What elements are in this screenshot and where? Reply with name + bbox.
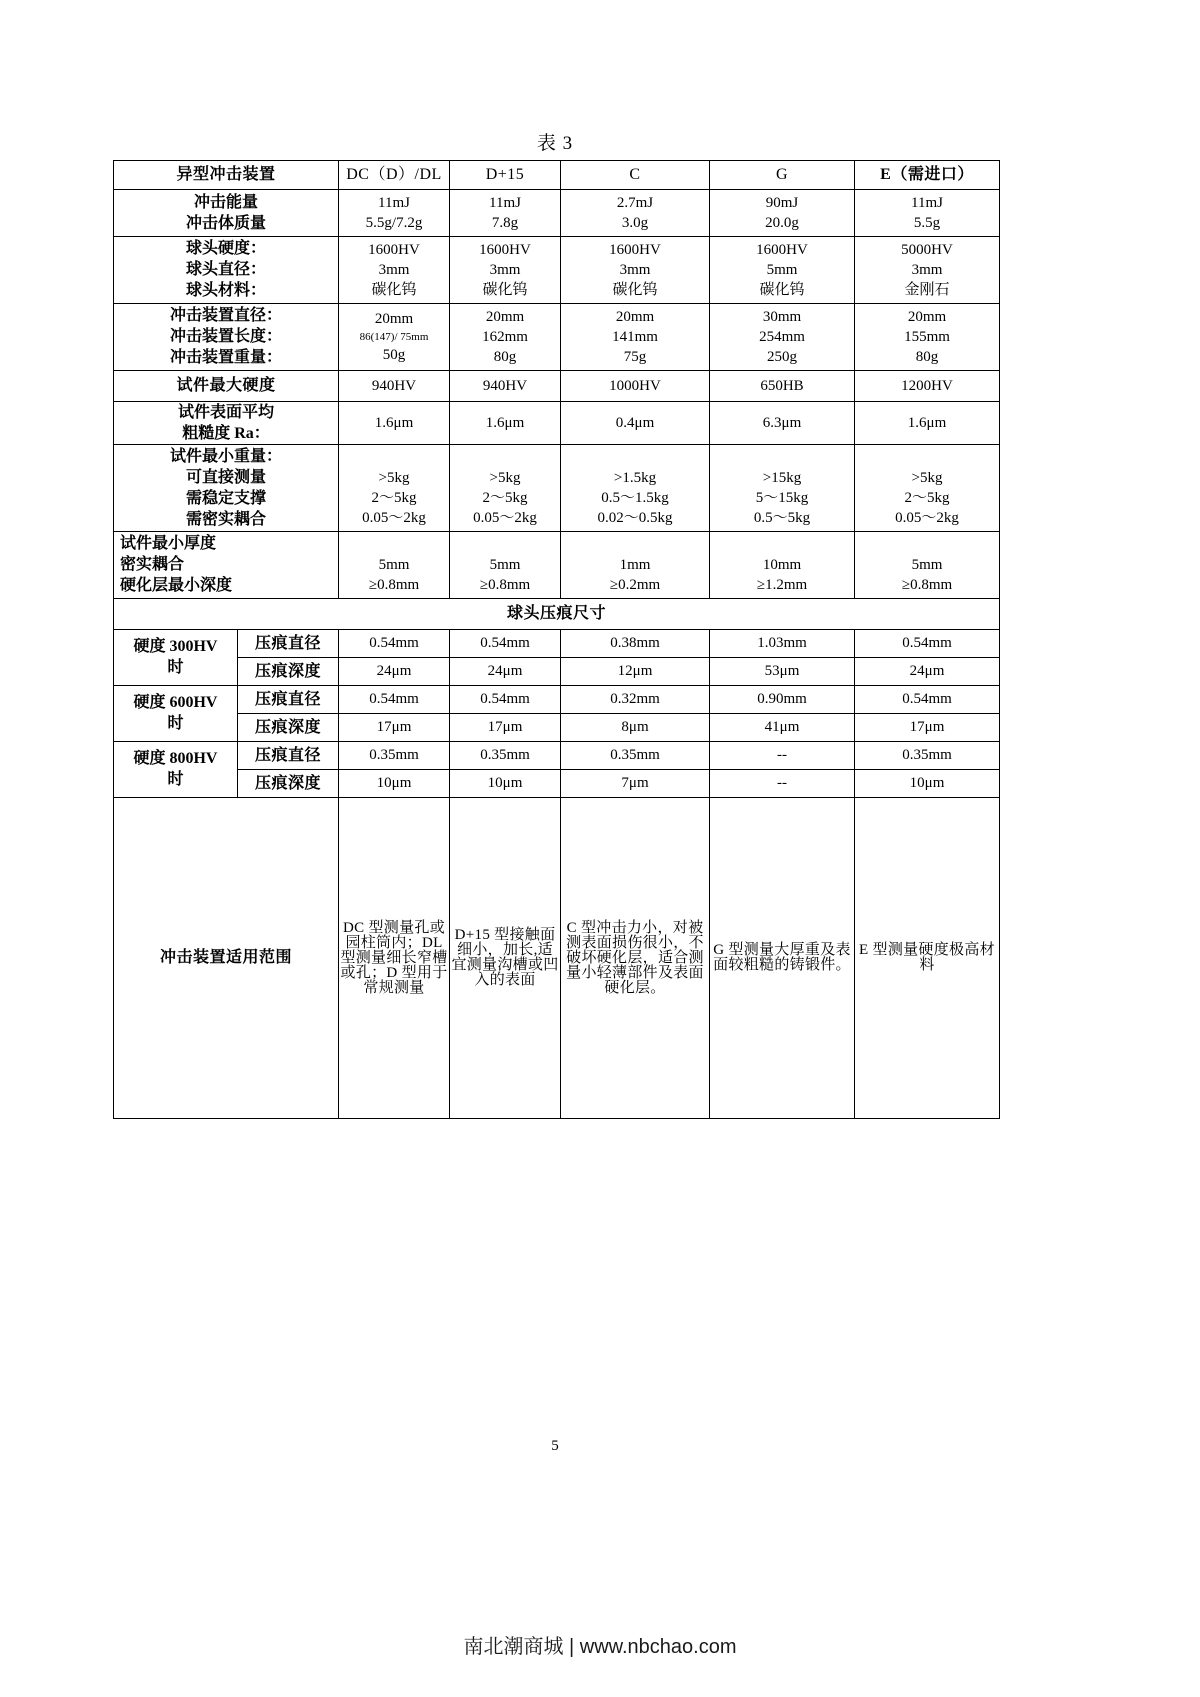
cell-e: 0.35mm <box>855 742 1000 770</box>
row-label-indent-300hv <box>114 630 238 686</box>
label-stack: 冲击装置直径： 冲击装置长度： 冲击装置重量： <box>170 307 283 366</box>
cell-g: 10mm ≥1.2mm <box>710 532 855 599</box>
sub-label-indent-diameter: 压痕直径 <box>238 630 339 658</box>
cell-e: 17μm <box>855 714 1000 742</box>
cell-d15: 20mm 162mm 80g <box>450 304 561 371</box>
table-header-row <box>114 161 1000 190</box>
cell-g: -- <box>710 770 855 798</box>
sub-label-indent-depth: 压痕深度 <box>238 714 339 742</box>
cell-g: >15kg 5～15kg 0.5～5kg <box>710 445 855 532</box>
sub-label-indent-depth: 压痕深度 <box>238 658 339 686</box>
impact-device-spec-table <box>113 160 1000 1119</box>
cell-e: 11mJ 5.5g <box>855 190 1000 237</box>
column-header-g: G <box>710 161 855 190</box>
cell-g: 41μm <box>710 714 855 742</box>
cell-e: 5mm ≥0.8mm <box>855 532 1000 599</box>
column-header-d15: D+15 <box>450 161 561 190</box>
cell-dc: 1.6μm <box>339 402 450 445</box>
cell-d15: 0.54mm <box>450 686 561 714</box>
cell-g: -- <box>710 742 855 770</box>
row-label-ball-head <box>114 237 339 304</box>
table-row-indent-300hv-depth <box>114 658 1000 686</box>
cell-c: 0.32mm <box>561 686 710 714</box>
scope-cell-c: C 型冲击力小，对被测表面损伤很小，不破坏硬化层，适合测量小轻薄部件及表面硬化层。 <box>561 798 710 1119</box>
cell-c: 1000HV <box>561 371 710 402</box>
cell-dc: 24μm <box>339 658 450 686</box>
cell-c: 20mm 141mm 75g <box>561 304 710 371</box>
column-header-c: C <box>561 161 710 190</box>
label-stack: 冲击能量 冲击体质量 <box>186 193 267 232</box>
row-label-min-weight <box>114 445 339 532</box>
table-row-indent-300hv <box>114 630 1000 658</box>
cell-d15: 24μm <box>450 658 561 686</box>
cell-d15: 0.54mm <box>450 630 561 658</box>
cell-e: 1200HV <box>855 371 1000 402</box>
row-label-max-hardness: 试件最大硬度 <box>114 371 339 402</box>
sub-label-indent-diameter: 压痕直径 <box>238 742 339 770</box>
row-label-device-dimensions <box>114 304 339 371</box>
cell-e: 5000HV 3mm 金刚石 <box>855 237 1000 304</box>
cell-e: 10μm <box>855 770 1000 798</box>
cell-g: 1.03mm <box>710 630 855 658</box>
cell-dc: 11mJ 5.5g/7.2g <box>339 190 450 237</box>
cell-g: 650HB <box>710 371 855 402</box>
label-stack: 试件最小重量： 可直接测量 需稳定支撑 需密实耦合 <box>170 447 283 528</box>
table-row-ball-indent-title <box>114 599 1000 630</box>
table-row-max-hardness <box>114 371 1000 402</box>
label-stack: 硬度 800HV 时 <box>133 750 218 788</box>
page-number: 5 <box>551 1438 559 1454</box>
cell-d15: 5mm ≥0.8mm <box>450 532 561 599</box>
label-stack: 试件最小厚度 密实耦合 硬化层最小深度 <box>120 535 233 594</box>
table-row-application-scope <box>114 798 1000 1119</box>
header-row-label: 异型冲击装置 <box>114 161 339 190</box>
label-stack: 试件表面平均 粗糙度 Ra： <box>178 403 275 442</box>
row-label-min-thickness <box>114 532 339 599</box>
cell-g: 6.3μm <box>710 402 855 445</box>
label-stack: 硬度 300HV 时 <box>133 638 218 676</box>
table-caption: 表 3 <box>536 133 574 154</box>
scope-cell-dc: DC 型测量孔或园柱筒内；DL 型测量细长窄槽或孔；D 型用于常规测量 <box>339 798 450 1119</box>
cell-c: 0.38mm <box>561 630 710 658</box>
cell-c: 1600HV 3mm 碳化钨 <box>561 237 710 304</box>
cell-c: 7μm <box>561 770 710 798</box>
cell-c: 0.4μm <box>561 402 710 445</box>
cell-e: 20mm 155mm 80g <box>855 304 1000 371</box>
label-stack: 球头硬度： 球头直径： 球头材料： <box>186 240 267 299</box>
cell-d15: 1600HV 3mm 碳化钨 <box>450 237 561 304</box>
table-row-surface-roughness <box>114 402 1000 445</box>
cell-dc: 0.54mm <box>339 686 450 714</box>
cell-dc: 0.35mm <box>339 742 450 770</box>
table-row-ball-head <box>114 237 1000 304</box>
table-row-impact-energy <box>114 190 1000 237</box>
table-row-indent-800hv-depth <box>114 770 1000 798</box>
cell-g: 90mJ 20.0g <box>710 190 855 237</box>
cell-d15: 1.6μm <box>450 402 561 445</box>
cell-g: 53μm <box>710 658 855 686</box>
scope-cell-d15: D+15 型接触面细小，加长,适宜测量沟槽或凹入的表面 <box>450 798 561 1119</box>
row-label-impact-energy <box>114 190 339 237</box>
cell-dc: 20mm 86(147)/ 75mm 50g <box>339 304 450 371</box>
cell-dc: 1600HV 3mm 碳化钨 <box>339 237 450 304</box>
cell-c: 1mm ≥0.2mm <box>561 532 710 599</box>
row-label-indent-600hv <box>114 686 238 742</box>
cell-d15: 10μm <box>450 770 561 798</box>
cell-d15: 0.35mm <box>450 742 561 770</box>
cell-dc: 10μm <box>339 770 450 798</box>
table-row-min-weight <box>114 445 1000 532</box>
ball-indent-title: 球头压痕尺寸 <box>114 599 1000 630</box>
cell-d15: 17μm <box>450 714 561 742</box>
scope-cell-e: E 型测量硬度极高材料 <box>855 798 1000 1119</box>
row-label-application-scope: 冲击装置适用范围 <box>114 798 339 1119</box>
cell-c: 12μm <box>561 658 710 686</box>
table-row-indent-800hv <box>114 742 1000 770</box>
column-header-e: E（需进口） <box>855 161 1000 190</box>
cell-e: 24μm <box>855 658 1000 686</box>
cell-g: 0.90mm <box>710 686 855 714</box>
cell-d15: 11mJ 7.8g <box>450 190 561 237</box>
cell-c: 2.7mJ 3.0g <box>561 190 710 237</box>
table-row-indent-600hv-depth <box>114 714 1000 742</box>
cell-c: 8μm <box>561 714 710 742</box>
table-row-device-dimensions <box>114 304 1000 371</box>
label-stack: 硬度 600HV 时 <box>133 694 218 732</box>
sub-label-indent-diameter: 压痕直径 <box>238 686 339 714</box>
cell-dc: 17μm <box>339 714 450 742</box>
cell-g: 30mm 254mm 250g <box>710 304 855 371</box>
scope-cell-g: G 型测量大厚重及表面较粗糙的铸锻件。 <box>710 798 855 1119</box>
cell-dc: 0.54mm <box>339 630 450 658</box>
site-footer: 南北潮商城 | www.nbchao.com <box>463 1636 737 1658</box>
cell-e: 1.6μm <box>855 402 1000 445</box>
row-label-surface-roughness <box>114 402 339 445</box>
table-row-min-thickness <box>114 532 1000 599</box>
cell-dc: 940HV <box>339 371 450 402</box>
cell-d15: >5kg 2～5kg 0.05～2kg <box>450 445 561 532</box>
cell-e: >5kg 2～5kg 0.05～2kg <box>855 445 1000 532</box>
sub-label-indent-depth: 压痕深度 <box>238 770 339 798</box>
cell-g: 1600HV 5mm 碳化钨 <box>710 237 855 304</box>
cell-e: 0.54mm <box>855 630 1000 658</box>
cell-c: >1.5kg 0.5～1.5kg 0.02～0.5kg <box>561 445 710 532</box>
cell-dc: >5kg 2～5kg 0.05～2kg <box>339 445 450 532</box>
cell-e: 0.54mm <box>855 686 1000 714</box>
row-label-indent-800hv <box>114 742 238 798</box>
cell-d15: 940HV <box>450 371 561 402</box>
cell-c: 0.35mm <box>561 742 710 770</box>
cell-dc: 5mm ≥0.8mm <box>339 532 450 599</box>
column-header-dc: DC（D）/DL <box>339 161 450 190</box>
table-row-indent-600hv <box>114 686 1000 714</box>
